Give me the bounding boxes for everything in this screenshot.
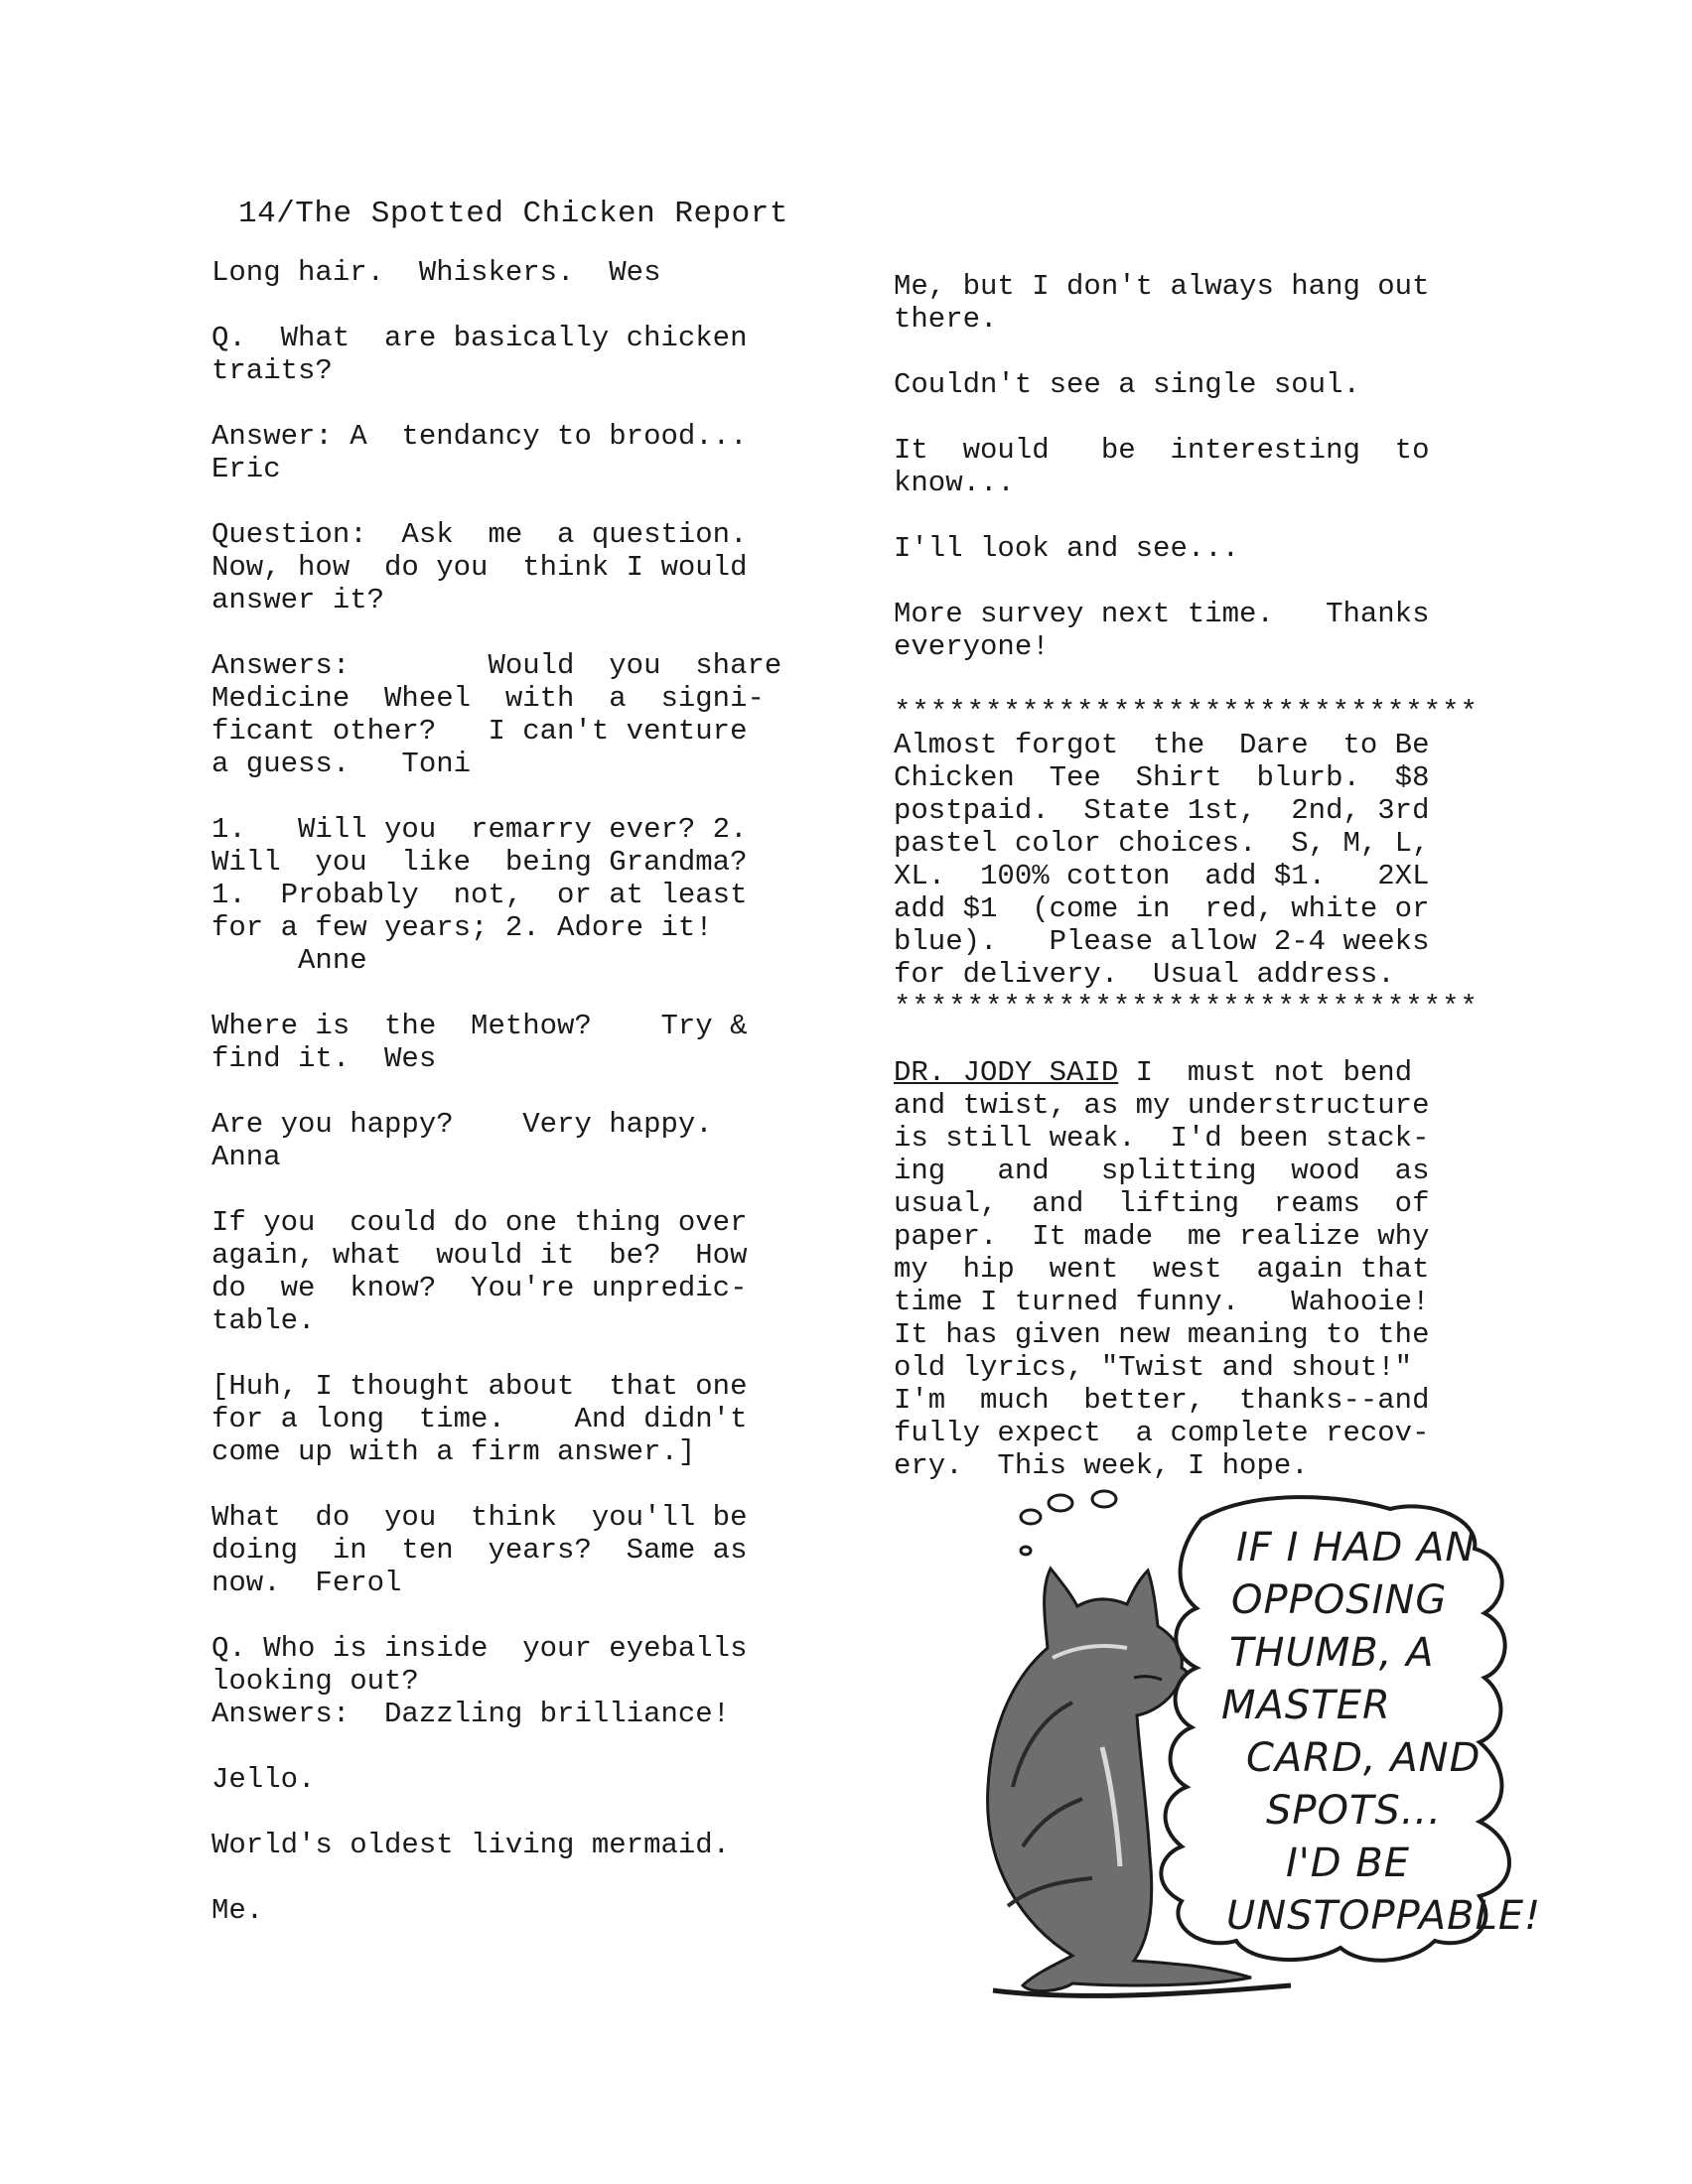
survey-paragraph: 1. Will you remarry ever? 2. Will you like being Grandma? 1. Probably not, or at least for a few years; 2. Adore it! Anne — [212, 813, 748, 977]
survey-paragraph: It would be interesting to know... — [894, 434, 1430, 499]
survey-paragraph: [Huh, I thought about that one for a long time. And didn't come up with a firm answer.] — [212, 1370, 748, 1468]
survey-paragraph: Q. Who is inside your eyeballs looking out? Answers: Dazzling brilliance! — [212, 1632, 748, 1730]
survey-paragraph: I'll look and see... — [894, 532, 1240, 565]
survey-paragraph: Me. — [212, 1894, 264, 1927]
speech-line: IF I HAD AN — [1236, 1525, 1477, 1570]
survey-paragraph: Couldn't see a single soul. — [894, 368, 1360, 401]
cat-cartoon — [874, 1489, 1648, 2045]
page-header: 14/The Spotted Chicken Report — [238, 197, 788, 231]
survey-paragraph: Are you happy? Very happy. Anna — [212, 1108, 713, 1173]
left-column — [212, 256, 847, 1960]
tee-shirt-blurb: Almost forgot the Dare to Be Chicken Tee Shirt blurb. $8 postpaid. State 1st, 2nd, 3rd pastel color choices. S, M, L, XL. 100% cotton add $1. 2XL add $1 (come in red, white or blue). Please allow 2-4 weeks for delivery. Usual address. — [894, 729, 1430, 991]
survey-paragraph: Q. What are basically chicken traits? — [212, 322, 748, 387]
survey-paragraph: Long hair. Whiskers. Wes — [212, 256, 661, 289]
asterisk-divider-top: ******************************** — [894, 696, 1479, 729]
survey-paragraph: Question: Ask me a question. Now, how do you think I would answer it? — [212, 518, 748, 616]
speech-line: MASTER — [1221, 1683, 1391, 1728]
speech-line: THUMB, A — [1229, 1630, 1435, 1676]
speech-line: UNSTOPPABLE! — [1226, 1893, 1542, 1939]
survey-paragraph: World's oldest living mermaid. — [212, 1829, 731, 1861]
speech-line: CARD, AND — [1246, 1735, 1481, 1781]
thought-dot — [1021, 1547, 1031, 1555]
thought-dot — [1021, 1510, 1041, 1524]
dr-jody-text: I must not bend and twist, as my understructure is still weak. I'd been stack- ing and splitting wood as usual, and lifting reams of paper. It made me realize why my hip went west again that time I turned funny. Wahooie! It has given new meaning to the old lyrics, "Twist and shout!" I'm much better, thanks--and fully expect a complete recov- ery. This week, I hope. — [894, 1056, 1430, 1482]
survey-paragraph: Where is the Methow? Try & find it. Wes — [212, 1010, 748, 1075]
dr-jody-paragraph — [894, 1056, 1524, 1482]
survey-paragraph: What do you think you'll be doing in ten years? Same as now. Ferol — [212, 1501, 748, 1599]
speech-line: OPPOSING — [1231, 1577, 1448, 1623]
right-column — [894, 270, 1524, 1515]
survey-paragraph: Answer: A tendancy to brood... Eric — [212, 420, 748, 485]
cat-illustration — [874, 1489, 1648, 2045]
survey-paragraph: More survey next time. Thanks everyone! — [894, 598, 1430, 663]
survey-paragraph: Answers: Would you share Medicine Wheel with a signi- ficant other? I can't venture a guess. Toni — [212, 649, 782, 780]
dr-jody-label: DR. JODY SAID — [894, 1056, 1119, 1089]
speech-line: I'D BE — [1286, 1841, 1411, 1886]
survey-paragraph: Me, but I don't always hang out there. — [894, 270, 1430, 336]
thought-dot — [1049, 1495, 1072, 1511]
survey-paragraph: Jello. — [212, 1763, 316, 1796]
asterisk-divider-bottom: ******************************** — [894, 991, 1479, 1024]
survey-paragraph: If you could do one thing over again, what would it be? How do we know? You're unpredic- table. — [212, 1206, 748, 1337]
speech-line: SPOTS... — [1266, 1788, 1442, 1834]
thought-dot — [1092, 1491, 1116, 1507]
